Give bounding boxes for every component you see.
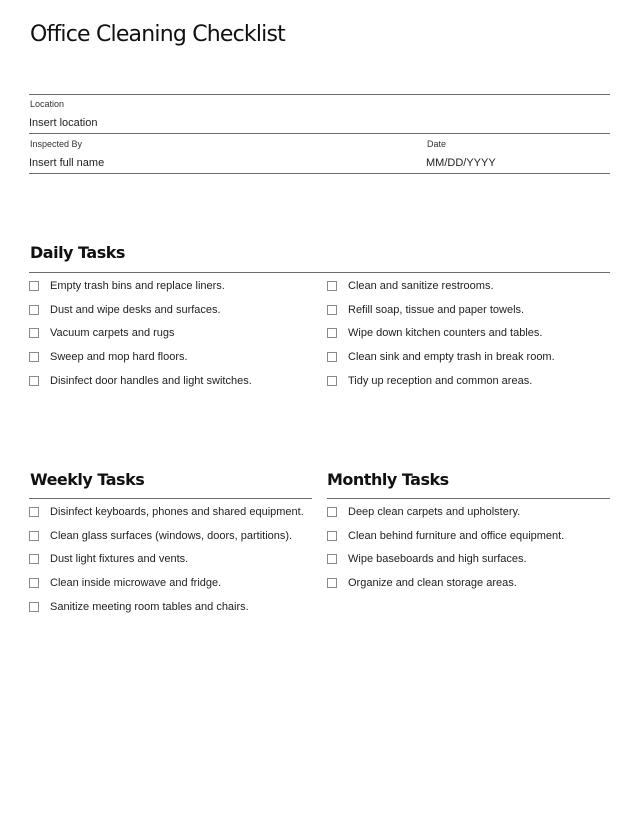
divider <box>29 173 610 174</box>
list-item <box>29 500 314 524</box>
checkbox[interactable] <box>327 376 337 386</box>
checkbox[interactable] <box>327 352 337 362</box>
task-label: Empty trash bins and replace liners. <box>50 279 225 292</box>
divider <box>29 94 610 95</box>
checkbox[interactable] <box>29 328 39 338</box>
task-label: Dust and wipe desks and surfaces. <box>50 303 221 316</box>
list-item <box>29 369 314 393</box>
checkbox[interactable] <box>29 281 39 291</box>
divider <box>29 133 610 134</box>
monthly-tasks-list <box>327 500 610 595</box>
list-item <box>327 500 610 524</box>
task-label: Sanitize meeting room tables and chairs. <box>50 600 249 613</box>
monthly-tasks-heading: Monthly Tasks <box>327 470 449 489</box>
location-input[interactable] <box>29 115 589 131</box>
task-label: Deep clean carpets and upholstery. <box>348 505 521 518</box>
list-item <box>29 345 314 369</box>
date-label: Date <box>427 139 447 149</box>
checkbox[interactable] <box>327 531 337 541</box>
date-input[interactable] <box>426 155 596 171</box>
list-item <box>29 524 314 548</box>
task-label: Wipe baseboards and high surfaces. <box>348 553 527 566</box>
task-label: Clean and sanitize restrooms. <box>348 279 494 292</box>
task-label: Clean glass surfaces (windows, doors, partitions). <box>50 529 293 542</box>
task-label: Clean inside microwave and fridge. <box>50 576 222 589</box>
checkbox[interactable] <box>29 507 39 517</box>
list-item <box>29 274 314 298</box>
task-label: Clean behind furniture and office equipment. <box>348 529 565 542</box>
checkbox[interactable] <box>327 507 337 517</box>
checkbox[interactable] <box>327 554 337 564</box>
page-title: Office Cleaning Checklist <box>30 22 285 47</box>
checkbox[interactable] <box>29 602 39 612</box>
list-item <box>327 369 610 393</box>
list-item <box>29 547 314 571</box>
checkbox[interactable] <box>29 305 39 315</box>
daily-tasks-right-list <box>327 274 610 392</box>
checkbox[interactable] <box>327 578 337 588</box>
divider <box>29 498 312 499</box>
list-item <box>29 571 314 595</box>
list-item <box>327 345 610 369</box>
checkbox[interactable] <box>29 376 39 386</box>
task-label: Vacuum carpets and rugs <box>50 327 175 340</box>
list-item <box>29 321 314 345</box>
task-label: Sweep and mop hard floors. <box>50 350 188 363</box>
task-label: Wipe down kitchen counters and tables. <box>348 327 543 340</box>
list-item <box>327 274 610 298</box>
list-item <box>29 595 314 619</box>
list-item <box>327 321 610 345</box>
checkbox[interactable] <box>29 578 39 588</box>
checkbox[interactable] <box>327 281 337 291</box>
daily-tasks-heading: Daily Tasks <box>30 243 125 262</box>
list-item <box>29 298 314 322</box>
checkbox[interactable] <box>327 328 337 338</box>
task-label: Disinfect door handles and light switches. <box>50 374 252 387</box>
divider <box>29 272 610 273</box>
inspected-by-label: Inspected By <box>30 139 83 149</box>
task-label: Disinfect keyboards, phones and shared equipment. <box>50 505 304 518</box>
checkbox[interactable] <box>29 531 39 541</box>
list-item <box>327 547 610 571</box>
list-item <box>327 524 610 548</box>
daily-tasks-left-list <box>29 274 314 392</box>
checkbox[interactable] <box>29 352 39 362</box>
list-item <box>327 298 610 322</box>
checkbox[interactable] <box>327 305 337 315</box>
weekly-tasks-list <box>29 500 314 618</box>
task-label: Organize and clean storage areas. <box>348 576 517 589</box>
list-item <box>327 571 610 595</box>
divider <box>327 498 610 499</box>
task-label: Dust light fixtures and vents. <box>50 553 189 566</box>
task-label: Refill soap, tissue and paper towels. <box>348 303 525 316</box>
task-label: Clean sink and empty trash in break room. <box>348 350 555 363</box>
task-label: Tidy up reception and common areas. <box>348 374 533 387</box>
inspected-by-input[interactable] <box>29 155 409 171</box>
checkbox[interactable] <box>29 554 39 564</box>
weekly-tasks-heading: Weekly Tasks <box>30 470 145 489</box>
location-label: Location <box>30 99 65 109</box>
